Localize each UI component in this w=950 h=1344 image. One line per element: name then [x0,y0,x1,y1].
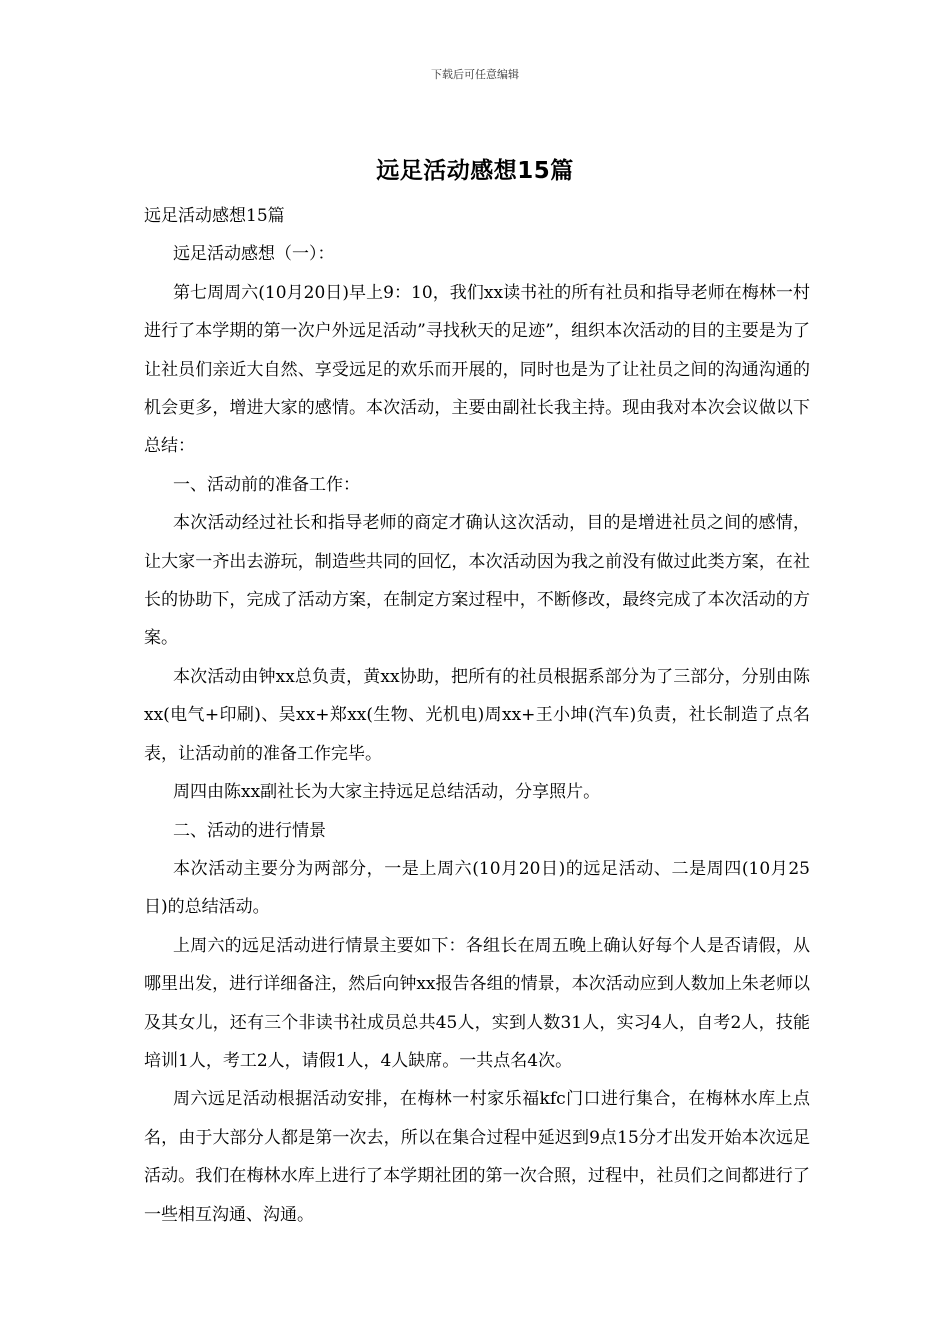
body-paragraph: 上周六的远足活动进行情景主要如下：各组长在周五晚上确认好每个人是否请假，从哪里出发，进行详细备注，然后向钟xx报告各组的情景，本次活动应到人数加上朱老师以及其女儿，还有三个非读书社成员总共45人，实到人数31人，实习4人，自考2人，技能培训1人，考工2人，请假1人，4人缺席。一共点名4次。 [144,935,810,1071]
body-paragraph: 本次活动主要分为两部分，一是上周六(10月20日)的远足活动、二是周四(10月25日)的总结活动。 [144,858,810,918]
section-heading: 远足活动感想（一）： [173,244,335,265]
document-body [144,197,810,1234]
document-title: 远足活动感想15篇 [376,158,574,184]
body-paragraph: 远足活动感想15篇 [144,206,285,226]
section-heading: 一、活动前的准备工作： [173,474,360,495]
section-heading: 二、活动的进行情景 [173,820,326,841]
page-header-note: 下载后可任意编辑 [431,68,519,81]
body-paragraph: 第七周周六(10月20日)早上9：10，我们xx读书社的所有社员和指导老师在梅林一村进行了本学期的第一次户外远足活动”寻找秋天的足迹”，组织本次活动的目的主要是为了让社员们亲近大自然、享受远足的欢乐而开展的，同时也是为了让社员之间的沟通沟通的机会更多，增进大家的感情。本次活动，主要由副社长我主持。现由我对本次会议做以下总结： [144,282,810,457]
body-paragraph: 本次活动由钟xx总负责，黄xx协助，把所有的社员根据系部分为了三部分，分别由陈xx(电气+印刷)、吴xx+郑xx(生物、光机电)周xx+王小坤(汽车)负责，社长制造了点名表，让活动前的准备工作完毕。 [144,666,810,764]
body-paragraph: 周六远足活动根据活动安排，在梅林一村家乐福kfc门口进行集合，在梅林水库上点名，由于大部分人都是第一次去，所以在集合过程中延迟到9点15分才出发开始本次远足活动。我们在梅林水库上进行了本学期社团的第一次合照，过程中，社员们之间都进行了一些相互沟通、沟通。 [144,1089,810,1225]
body-paragraph: 本次活动经过社长和指导老师的商定才确认这次活动，目的是增进社员之间的感情，让大家一齐出去游玩，制造些共同的回忆，本次活动因为我之前没有做过此类方案，在社长的协助下，完成了活动方案，在制定方案过程中，不断修改，最终完成了本次活动的方案。 [144,513,810,649]
body-paragraph: 周四由陈xx副社长为大家主持远足总结活动，分享照片。 [173,782,601,803]
